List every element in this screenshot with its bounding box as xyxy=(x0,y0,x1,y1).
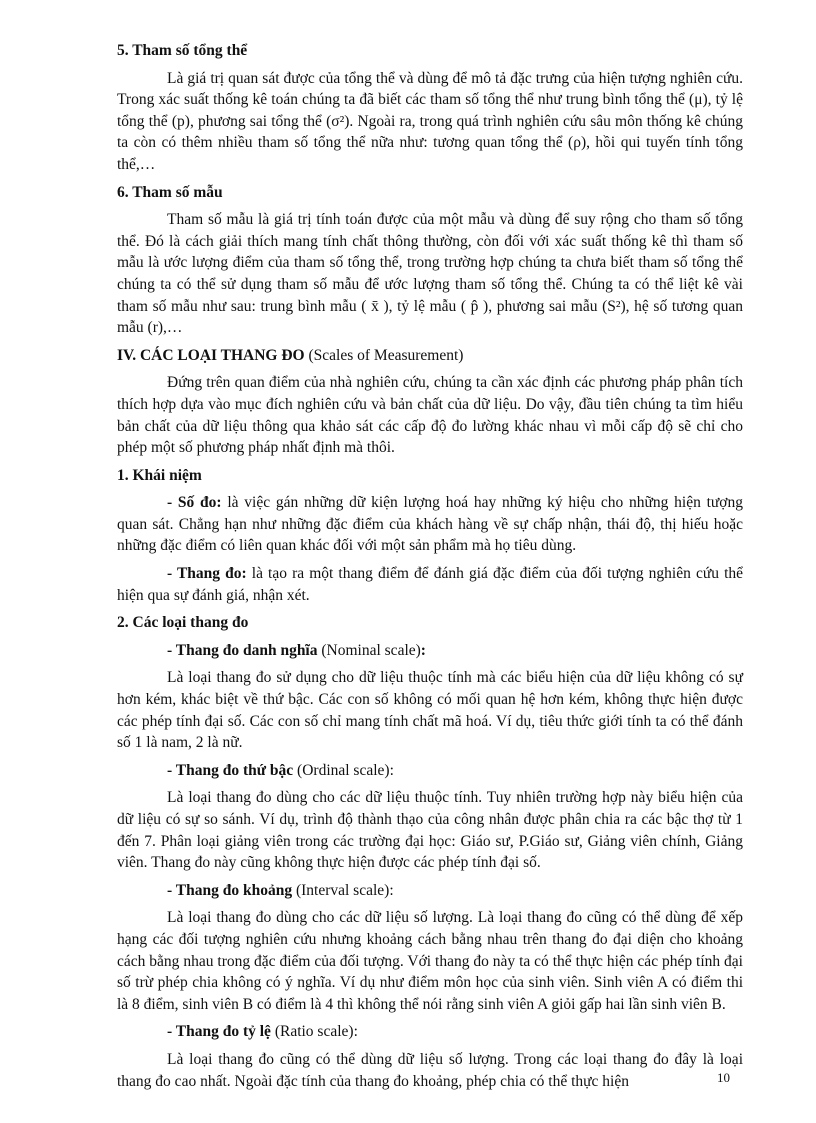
subsection-heading-2: 2. Các loại thang đo xyxy=(117,614,249,632)
subsection-heading-1: 1. Khái niệm xyxy=(117,466,202,484)
interval-label: - Thang đo khoảng xyxy=(167,881,293,899)
document-page xyxy=(117,40,743,1098)
section-6-paragraph: Tham số mẫu là giá trị tính toán được của một mẫu và dùng để suy rộng cho tham số tổng thể. Đó là cách giải thích mang tính chất thông thường, còn đối với xác suất thống kê thì tham số mẫu là ước lượng điểm của tham số tổng thể, trong trường hợp chúng ta chưa biết tham số tổng thể chúng ta có thể sử dụng tham số mẫu để ước lượng tham số tổng thể. Chúng ta có thể liệt kê vài tham số mẫu như sau: trung bình mẫu ( x̄ ), tỷ lệ mẫu ( p̂ ), phương sai mẫu (S²), hệ số tương quan mẫu (r),… xyxy=(117,211,743,337)
ordinal-en: (Ordinal scale): xyxy=(293,761,394,779)
page-number: 10 xyxy=(717,1070,730,1085)
nominal-heading xyxy=(117,640,743,662)
ratio-heading xyxy=(117,1021,743,1043)
chapter-iv-paragraph: Đứng trên quan điểm của nhà nghiên cứu, chúng ta cần xác định các phương pháp phân tích thích hợp dựa vào mục đích nghiên cứu và bản chất của dữ liệu. Do vậy, đầu tiên chúng ta tìm hiểu bản chất của dữ liệu thông qua khảo sát các cấp độ đo lường khác nhau vì mỗi cấp độ sẽ chỉ cho phép một số phương pháp nhất định mà thôi. xyxy=(117,374,743,457)
so-do-paragraph xyxy=(117,492,743,557)
ordinal-paragraph: Là loại thang đo dùng cho các dữ liệu thuộc tính. Tuy nhiên trường hợp này biểu hiện của dữ liệu có sự so sánh. Ví dụ, trình độ thành thạo của công nhân được phân chia ra các bậc thợ từ 1 đến 7. Phân loại giảng viên trong các trường đại học: Giáo sư, P.Giáo sư, Giảng viên chính, Giảng viên. Thang đo này cũng không thực hiện được các phép tính đại số. xyxy=(117,789,743,872)
interval-heading xyxy=(117,880,743,902)
chapter-title-en: (Scales of Measurement) xyxy=(304,346,464,364)
thang-do-label: - Thang đo: xyxy=(167,565,247,583)
ratio-paragraph: Là loại thang đo cũng có thể dùng dữ liệu số lượng. Trong các loại thang đo đây là loại thang đo cao nhất. Ngoài đặc tính của thang đo khoảng, phép chia có thể thực hiện xyxy=(117,1050,743,1090)
chapter-heading-iv xyxy=(117,345,743,367)
so-do-body: là việc gán những dữ kiện lượng hoá hay những ký hiệu cho những hiện tượng quan sát. Chẳng hạn như những đặc điểm của khách hàng về sự chấp nhận, thái độ, thị hiếu hoặc những đặc điểm có liên quan khác đối với một sản phẩm mà họ tiêu dùng. xyxy=(117,494,743,555)
interval-en: (Interval scale): xyxy=(292,881,394,899)
interval-paragraph: Là loại thang đo dùng cho các dữ liệu số lượng. Là loại thang đo cũng có thể dùng để xếp hạng các đối tượng nghiên cứu nhưng khoảng cách bằng nhau trên thang đo đại diện cho khoảng cách bằng nhau trong đặc điểm của đối tượng. Với thang đo này ta có thể thực hiện các phép tính đại số trừ phép chia không có ý nghĩa. Ví dụ như điểm môn học của sinh viên. Sinh viên A có điểm thi là 8 điểm, sinh viên B có điểm là 4 thì không thể nói rằng sinh viên A giỏi gấp hai lần sinh viên B. xyxy=(117,909,743,1013)
section-heading-6: 6. Tham số mẫu xyxy=(117,183,223,201)
section-heading-5: 5. Tham số tổng thể xyxy=(117,42,248,59)
thang-do-body: là tạo ra một thang điểm để đánh giá đặc điểm của đối tượng nghiên cứu thể hiện qua sự đánh giá, nhận xét. xyxy=(117,565,743,604)
nominal-colon: : xyxy=(420,641,426,659)
chapter-title: IV. CÁC LOẠI THANG ĐO xyxy=(117,346,305,364)
nominal-paragraph: Là loại thang đo sử dụng cho dữ liệu thuộc tính mà các biểu hiện của dữ liệu không có sự hơn kém, khác biệt về thứ bậc. Các con số không có mối quan hệ hơn kém, không thực hiện được các phép tính đại số. Các con số chỉ mang tính chất mã hoá. Ví dụ, tiêu thức giới tính ta có thể đánh số 1 là nam, 2 là nữ. xyxy=(117,669,743,752)
ordinal-label: - Thang đo thứ bậc xyxy=(167,761,294,779)
section-5-paragraph: Là giá trị quan sát được của tổng thể và dùng để mô tả đặc trưng của hiện tượng nghiên cứu. Trong xác suất thống kê toán chúng ta đã biết các tham số tổng thể như trung bình tổng thể (μ), tỷ lệ tổng thể (p), phương sai tổng thể (σ²). Ngoài ra, trong quá trình nghiên cứu sâu môn thống kê chúng ta còn có thêm nhiều tham số tổng thể nữa như: tương quan tổng thể (ρ), hồi qui tuyến tính tổng thể,… xyxy=(117,69,743,173)
nominal-en: (Nominal scale) xyxy=(317,641,421,659)
ordinal-heading xyxy=(117,760,743,782)
nominal-label: - Thang đo danh nghĩa xyxy=(167,641,318,659)
thang-do-paragraph xyxy=(117,563,743,606)
ratio-label: - Thang đo tỷ lệ xyxy=(167,1023,271,1041)
so-do-label: - Số đo: xyxy=(167,494,222,512)
ratio-en: (Ratio scale): xyxy=(270,1023,358,1041)
